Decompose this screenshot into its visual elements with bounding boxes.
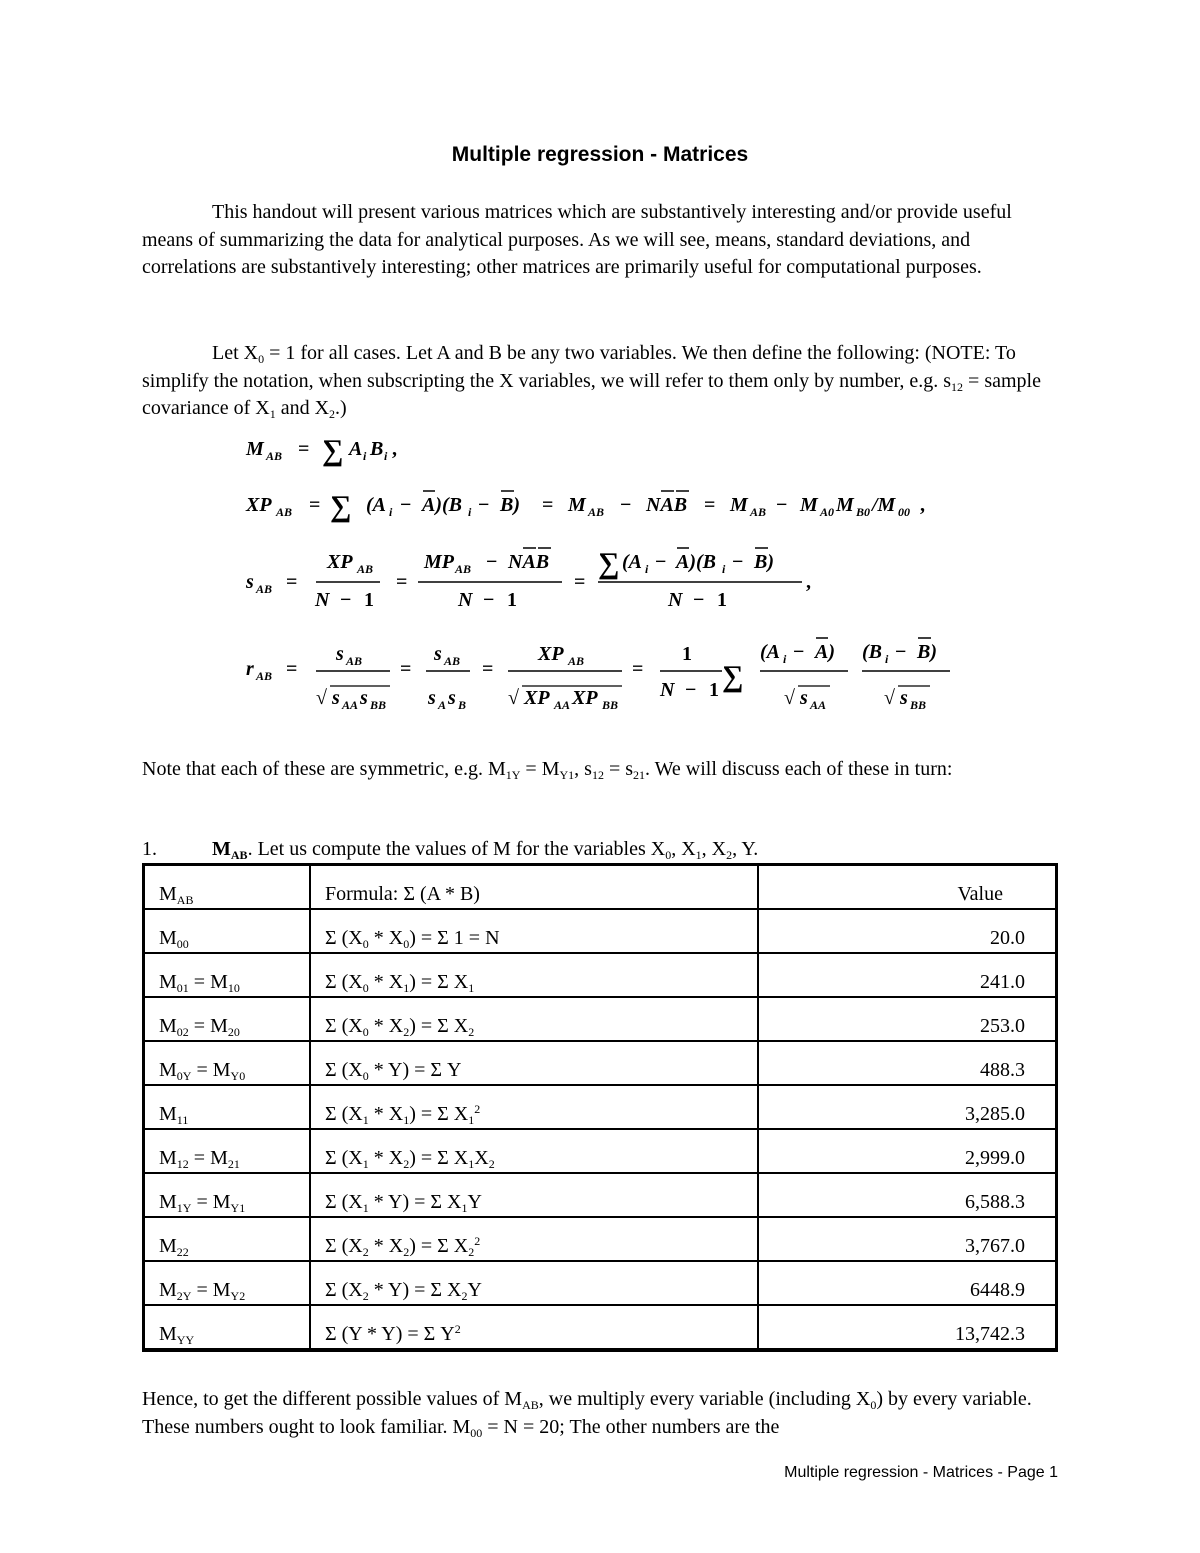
svg-text:=: = (309, 494, 321, 516)
svg-text:=: = (632, 658, 644, 680)
cell-value: 253.0 (758, 997, 1057, 1041)
svg-text:−: − (793, 641, 805, 663)
svg-text:s: s (434, 643, 442, 665)
table-row (144, 1085, 1057, 1129)
svg-text:s: s (448, 687, 456, 709)
symmetric-note: Note that each of these are symmetric, e.g. $M_{1Y} = M_{Y1}$, $s_{12} = s_{21}$. We will discuss each of these in turn: (142, 758, 953, 782)
svg-text:B): B) (500, 494, 520, 516)
svg-text:XP: XP (327, 551, 353, 573)
svg-text:XP: XP (572, 687, 598, 709)
svg-text:,: , (806, 571, 811, 593)
svg-text:(A: (A (760, 641, 780, 663)
svg-text:√: √ (316, 687, 327, 709)
svg-text:00: 00 (898, 505, 910, 519)
svg-text:−: − (478, 494, 490, 516)
svg-text:√: √ (884, 687, 895, 709)
cell-value: 6,588.3 (758, 1173, 1057, 1217)
svg-text:A): A) (815, 641, 835, 663)
cell-value: 3,767.0 (758, 1217, 1057, 1261)
svg-text:AB: AB (588, 505, 605, 519)
svg-text:BB: BB (370, 698, 387, 712)
svg-text:XP: XP (246, 494, 272, 516)
header-cell: Value (758, 865, 1057, 910)
cell-formula: Σ $(X_0 * Y) = \Sigma$ Y (310, 1041, 758, 1085)
table-row (144, 1305, 1057, 1350)
table-row (144, 909, 1057, 953)
svg-text:−: − (486, 551, 498, 573)
svg-text:=: = (286, 658, 298, 680)
svg-text:XP: XP (538, 643, 564, 665)
svg-text:M: M (246, 438, 264, 460)
cell-formula: Σ $(X_0 * X_1) = \Sigma$ $X_1$ (310, 953, 758, 997)
svg-text:N: N (458, 589, 473, 611)
svg-text:1: 1 (709, 679, 719, 701)
svg-text:(A: (A (366, 494, 386, 516)
cell-value: 488.3 (758, 1041, 1057, 1085)
cell-value: 6448.9 (758, 1261, 1057, 1305)
svg-text:−: − (483, 589, 495, 611)
formula-rab (246, 638, 950, 712)
svg-text:AB: AB (266, 449, 283, 463)
cell-label: $M_{22}$ (144, 1217, 311, 1261)
svg-text:A)(B: A)(B (676, 551, 716, 573)
svg-text:(A: (A (622, 551, 642, 573)
svg-text:=: = (286, 571, 298, 593)
svg-text:NAB: NAB (508, 551, 550, 573)
table-row (144, 1217, 1057, 1261)
svg-text:AA: AA (342, 698, 359, 712)
svg-text:AB: AB (256, 582, 273, 596)
svg-text:B): B) (754, 551, 774, 573)
formula-mab (245, 434, 397, 467)
svg-text:AA: AA (810, 698, 827, 712)
svg-text:∑: ∑ (722, 660, 744, 693)
intro-paragraph: This handout will present various matrices which are substantively interesting and/or provide useful means of summarizing the data for analytical purposes. As we will see, means, standard deviations, and correlations are substantively interesting; other matrices are primarily useful for computational purposes. (142, 201, 1012, 278)
svg-text:1: 1 (717, 589, 727, 611)
svg-text:MP: MP (424, 551, 454, 573)
svg-text:s: s (246, 571, 254, 593)
cell-label: $M_{12} = M_{21}$ (144, 1129, 311, 1173)
cell-formula: Σ $(X_2 * X_2) = \Sigma$ $X_2^2$ (310, 1217, 758, 1261)
svg-text:=: = (400, 658, 412, 680)
svg-text:s: s (332, 687, 340, 709)
svg-text:AB: AB (276, 505, 293, 519)
header-cell: Formula: Σ (A * B) (310, 865, 758, 910)
svg-text:√: √ (508, 687, 519, 709)
svg-text:∑: ∑ (598, 547, 620, 580)
svg-text:AB: AB (568, 654, 585, 668)
svg-text:=: = (574, 571, 586, 593)
cell-label: $M_{YY}$ (144, 1305, 311, 1350)
cell-label: $M_{0Y} = M_{Y0}$ (144, 1041, 311, 1085)
cell-formula: Σ $(X_1 * X_1) = \Sigma$ $X_1^2$ (310, 1085, 758, 1129)
svg-text:B0: B0 (856, 505, 871, 519)
svg-text:=: = (704, 494, 716, 516)
cell-formula: Σ $(X_1 * Y) = \Sigma$ $X_1Y$ (310, 1173, 758, 1217)
svg-text:=: = (396, 571, 408, 593)
svg-text:M: M (836, 494, 854, 516)
header-cell: $M_{AB}$ (144, 865, 311, 910)
svg-text:BB: BB (910, 698, 927, 712)
svg-text:M: M (730, 494, 748, 516)
svg-text:B: B (458, 698, 467, 712)
svg-text:AB: AB (444, 654, 461, 668)
svg-text:N: N (668, 589, 683, 611)
svg-text:−: − (620, 494, 632, 516)
cell-value: 241.0 (758, 953, 1057, 997)
svg-text:=: = (298, 438, 310, 460)
svg-text:BB: BB (602, 698, 619, 712)
svg-text:,: , (392, 438, 397, 460)
page-footer: Multiple regression - Matrices - Page 1 (784, 1464, 1058, 1481)
cell-label: $M_{11}$ (144, 1085, 311, 1129)
svg-text:A: A (438, 698, 447, 712)
svg-text:1: 1 (507, 589, 517, 611)
svg-text:∑: ∑ (322, 434, 344, 467)
svg-text:1: 1 (364, 589, 374, 611)
formula-block (0, 428, 1200, 728)
cell-value: 20.0 (758, 909, 1057, 953)
svg-text:(B: (B (862, 641, 882, 663)
svg-text:i: i (363, 449, 367, 463)
svg-text:s: s (360, 687, 368, 709)
svg-text:s: s (900, 687, 908, 709)
svg-text:AB: AB (357, 562, 374, 576)
section-heading: 1. $M_{AB}$. Let us compute the values of M for the variables $X_0$, $X_1$, $X_2$, Y. (142, 838, 759, 862)
m-matrix-table (142, 863, 1058, 1352)
cell-formula: Σ $(X_0 * X_0) = \Sigma$ 1 = N (310, 909, 758, 953)
cell-label: $M_{2Y} = M_{Y2}$ (144, 1261, 311, 1305)
cell-label: $M_{1Y} = M_{Y1}$ (144, 1173, 311, 1217)
svg-text:AB: AB (256, 669, 273, 683)
svg-text:,: , (920, 494, 925, 516)
table-row (144, 1173, 1057, 1217)
svg-text:=: = (542, 494, 554, 516)
cell-value: 3,285.0 (758, 1085, 1057, 1129)
cell-label: $M_{01} = M_{10}$ (144, 953, 311, 997)
svg-text:A: A (349, 438, 363, 460)
svg-text:AB: AB (346, 654, 363, 668)
svg-text:i: i (885, 652, 889, 666)
cell-label: $M_{02} = M_{20}$ (144, 997, 311, 1041)
cell-value: 13,742.3 (758, 1305, 1057, 1350)
table-row (144, 953, 1057, 997)
svg-text:−: − (693, 589, 705, 611)
svg-text:A0: A0 (820, 505, 835, 519)
table-header-row (144, 865, 1057, 910)
definitions-paragraph: Let $X_0 = 1$ for all cases. Let A and B be any two variables. We then define the following: (NOTE: To simplify the notation, when subscripting the X variables, we will refer to them only by number, e.g. $s_{12}$ = sample covariance of $X_1$ and $X_2$.) (142, 342, 1041, 421)
svg-text:N: N (315, 589, 330, 611)
svg-text:/M: /M (872, 494, 896, 516)
page-title: Multiple regression - Matrices (451, 143, 749, 166)
table-row (144, 997, 1057, 1041)
svg-text:M: M (568, 494, 586, 516)
svg-text:i: i (384, 449, 388, 463)
svg-text:B: B (370, 438, 384, 460)
svg-text:s: s (800, 687, 808, 709)
svg-text:i: i (722, 562, 726, 576)
svg-text:−: − (732, 551, 744, 573)
svg-text:=: = (482, 658, 494, 680)
cell-formula: Σ $(X_0 * X_2) = \Sigma$ $X_2$ (310, 997, 758, 1041)
svg-text:−: − (685, 679, 697, 701)
table-row (144, 1129, 1057, 1173)
svg-text:A)(B: A)(B (422, 494, 462, 516)
table-row (144, 1261, 1057, 1305)
svg-text:N: N (660, 679, 675, 701)
svg-text:−: − (400, 494, 412, 516)
formula-xpab (245, 490, 925, 523)
svg-text:B): B) (917, 641, 937, 663)
svg-text:s: s (428, 687, 436, 709)
svg-text:i: i (783, 652, 787, 666)
svg-text:AB: AB (455, 562, 472, 576)
formula-sab (245, 547, 811, 611)
svg-text:∑: ∑ (330, 490, 352, 523)
svg-text:XP: XP (524, 687, 550, 709)
cell-value: 2,999.0 (758, 1129, 1057, 1173)
svg-text:i: i (389, 505, 393, 519)
cell-formula: Σ $(X_2 * Y) = \Sigma$ $X_2Y$ (310, 1261, 758, 1305)
svg-text:AA: AA (554, 698, 571, 712)
svg-text:s: s (336, 643, 344, 665)
svg-text:AB: AB (750, 505, 767, 519)
cell-formula: Σ (Y * Y) = Σ $Y^2$ (310, 1305, 758, 1350)
svg-text:√: √ (784, 687, 795, 709)
closing-paragraph: Hence, to get the different possible values of $M_{AB}$, we multiply every variable (including $X_0$) by every variable. These numbers ought to look familiar. $M_{00} = N = 20$; The other numbers are the (142, 1388, 1032, 1440)
svg-text:1: 1 (682, 643, 692, 665)
svg-text:−: − (895, 641, 907, 663)
cell-label: $M_{00}$ (144, 909, 311, 953)
svg-text:M: M (800, 494, 818, 516)
svg-text:−: − (340, 589, 352, 611)
svg-text:i: i (645, 562, 649, 576)
svg-text:−: − (776, 494, 788, 516)
svg-text:−: − (655, 551, 667, 573)
cell-formula: Σ $(X_1 * X_2) = \Sigma$ $X_1X_2$ (310, 1129, 758, 1173)
svg-text:NAB: NAB (646, 494, 688, 516)
svg-text:i: i (468, 505, 472, 519)
svg-text:r: r (246, 658, 254, 680)
table-row (144, 1041, 1057, 1085)
